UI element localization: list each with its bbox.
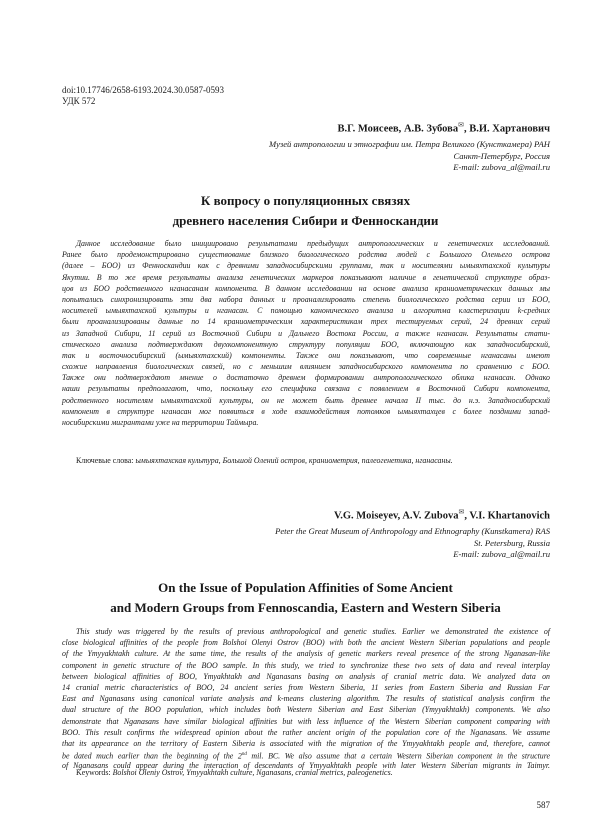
keywords-label: Ключевые слова: [76, 456, 136, 465]
author: A.V. Zubova [402, 510, 459, 522]
abstract-line: close biological affinities of the people from Bolshoi Olenyi Ostrov (BOO) with both the ancient Western Siberian populations and people [62, 638, 550, 648]
affiliation-ru [269, 139, 550, 174]
authors-ru [337, 121, 550, 135]
doi-line: doi:10.17746/2658-6193.2024.30.0587-0593 [62, 85, 224, 95]
abstract-line: East and Nganasans using canonical variate analysis and k-means clustering algorithm. The results of statistical analysis confirm the [62, 694, 550, 704]
title-line: К вопросу о популяционных связях [200, 193, 411, 208]
title-en [0, 578, 611, 617]
abstract-line: Данное исследование было инициировано результатами предыдущих антропологических и генетических исследований. [76, 239, 550, 248]
superscript: nd [241, 752, 247, 758]
page-number: 587 [536, 800, 550, 810]
envelope-icon: ✉ [458, 508, 465, 516]
abstract-en [62, 626, 550, 771]
author: , В.И. Хартанович [463, 123, 550, 135]
abstract-line: that its appearance on the territory of Eastern Siberia is associated with the migration of the Ymyyakhtakh people and, therefore, cannot [62, 738, 550, 748]
abstract-line: носибирскими мигрантами уже на территории Таймыра. [62, 418, 259, 427]
abstract-line: 14 cranial metric characteristics of BOO, 24 ancient series from Western Siberia, 11 series from Eastern Siberia and Russian Far [62, 682, 550, 692]
author: А.В. Зубова [403, 123, 459, 135]
abstract-line: попытались синхронизировать эти два набора данных и проанализировать степень биологического родства серии из БОО, [62, 294, 550, 304]
abstract-line: носителей ымыяхтахской культуры и нганасан. С помощью канонического анализа и алгоритма кластеризации k-средних [62, 306, 550, 316]
institution: Peter the Great Museum of Anthropology and Ethnography (Kunstkamera) RAS [275, 526, 550, 536]
abstract-line: цов из БОО родственного нганасанам компонента. В данном исследовании на основе анализа краниометрических данных мы [62, 283, 550, 293]
abstract-line: так и восточносибирский (ымыяхтахский) компоненты. Также они показывают, что современные нганасаны имеют [62, 350, 550, 360]
keywords-label: Keywords: [76, 768, 113, 777]
city: Санкт-Петербург, Россия [453, 150, 550, 161]
abstract-line: dual structure of the BOO population, which includes both Western Siberian and East Siberian (Ymyyakhtakh) components. We also [62, 705, 550, 715]
keywords-value: ымыяхтахская культура, Большой Олений остров, краниометрия, палеогенетика, нганасаны. [135, 456, 453, 465]
abstract-line: demonstrate that Nganasans have similar biological affinities but with less influence of the Western Siberian component comparing with [62, 716, 550, 726]
text: be dated much earlier than the beginning of the 2 [62, 751, 242, 761]
author: , V.I. Khartanovich [464, 510, 550, 522]
abstract-line: компонент в структуре нганасан мог появиться в ходе взаимодействия потомков ымыяхтахцев с более поздними запад- [62, 406, 550, 416]
abstract-line: наши результаты предполагают, что, поскольку его специфика связана с появлением в Восточной Сибири компонента, [62, 384, 550, 394]
abstract-line: between biological affinities of BOO, Ymyakhtakh and Nganasans basing on analysis of cranial metric data. We analyzed data on [62, 671, 550, 681]
abstract-line [62, 749, 550, 760]
title-line: On the Issue of Population Affinities of Some Ancient [158, 580, 453, 595]
abstract-line: были проанализированы данные по 14 краниометрическим характеристикам трех тестируемых серий, 24 древних серий [62, 317, 550, 327]
city: St. Petersburg, Russia [473, 537, 550, 548]
abstract-line: стического анализа подтверждают двухкомпонентную структуру популяции БОО, включающую как западносибирский, [62, 339, 550, 349]
abstract-line: родственного носителям ымыяхтахской культуры, он не может быть древнее начала II тыс. до н.э. Западносибирский [62, 395, 550, 405]
affiliation-en [275, 526, 550, 561]
abstract-line: (далее – БОО) из Фенноскандии как с древними западносибирскими группами, так и носителями ымыяхтахской культуры [62, 261, 550, 271]
abstract-line: BOO. This result confirms the widespread opinion about the rather ancient origin of the population core of the Nganasans. We assume [62, 727, 550, 737]
email: E-mail: zubova_al@mail.ru [453, 162, 550, 172]
author: V.G. Moiseyev, [333, 510, 403, 522]
abstract-line: Ранее было продемонстрировано существование близкого биологического родства людей с Большого Оленьего острова [62, 250, 550, 260]
title-line: and Modern Groups from Fennoscandia, Eastern and Western Siberia [110, 599, 501, 615]
email: E-mail: zubova_al@mail.ru [453, 549, 550, 559]
keywords-en [76, 768, 393, 777]
abstract-line: component in genetic structure of the BOO sample. In this study, we tried to synchronize these two sets of data and reveal interplay [62, 660, 550, 670]
abstract-line: Также они подтверждают мнение о достаточно древнем формировании антропологического облика нганасан. Однако [62, 373, 550, 383]
abstract-line: of the Ymyyakhtakh culture. At the same time, the results of the analysis of genetic markers reveal presence of the strong Nganasan-like [62, 649, 550, 659]
abstract-line: This study was triggered by the results of previous anthropological and genetic studies. Earlier we demonstrated the existence of [76, 627, 550, 636]
abstract-line: схожие направления биологических связей, но с меньшим влиянием западносибирского компонента по сравнению с БОО. [62, 362, 550, 372]
abstract-line: из Западной Сибири, 11 серий из Восточной Сибири и Дальнего Востока России, а также нганасан. Результаты стати- [62, 328, 550, 338]
udc-line: УДК 572 [62, 96, 96, 106]
keywords-value: Bolshoi Oleniy Ostrov, Ymyyakhtakh culture, Nganasans, cranial metrics, paleogenetics. [112, 768, 393, 777]
authors-en [334, 508, 550, 522]
text: mil. BC. We also assume that a certain Western Siberian component in the structure [246, 751, 550, 761]
abstract-line: of Nganasans could appear during the interaction of descendants of Ymyyakhtakh people with later Western Siberian migrants in Taimyr. [62, 761, 550, 771]
envelope-icon: ✉ [458, 121, 464, 129]
keywords-ru [76, 456, 453, 465]
abstract-ru [62, 238, 550, 428]
institution: Музей антропологии и этнографии им. Петра Великого (Кунсткамера) РАН [269, 139, 550, 149]
abstract-line: Якутии. В то же время результаты анализа генетических маркеров показывают наличие в генетической структуре образ- [62, 272, 550, 282]
author: В.Г. Моисеев, [337, 123, 404, 135]
title-ru [0, 191, 611, 230]
title-line: древнего населения Сибири и Фенноскандии [172, 212, 439, 228]
